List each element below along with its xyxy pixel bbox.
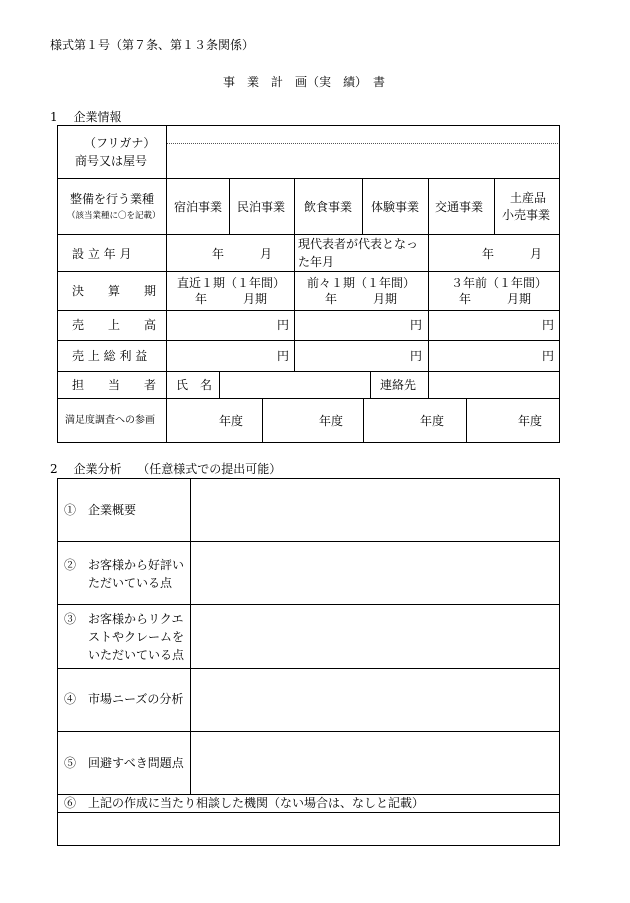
profit-input-1[interactable] (168, 341, 292, 370)
sales-input-1[interactable] (168, 311, 292, 339)
business-type-lodging[interactable]: 宿泊事業 (174, 200, 223, 214)
analysis-item-6-label: ⑥ 上記の作成に当たり相談した機関（ない場合は、なしと記載） (64, 796, 425, 810)
contact-input[interactable] (430, 372, 558, 397)
analysis-item-1-input[interactable] (192, 479, 558, 540)
analysis-item-3-label-3: いただいている点 (64, 648, 185, 662)
contact-label: 連絡先 (380, 378, 417, 392)
profit-input-2[interactable] (296, 341, 426, 370)
page-title: 事 業 計 画（実 績） 書 (223, 75, 386, 89)
gross-profit-label: 売 上 総 利 益 (72, 349, 148, 363)
trade-name-label: 商号又は屋号 (75, 154, 148, 168)
period-1-title: 直近１期（１年間） (177, 276, 286, 290)
profit-yen-1: 円 (277, 349, 290, 363)
analysis-item-4-input[interactable] (192, 669, 558, 730)
analysis-item-1-label: ① 企業概要 (64, 503, 137, 517)
analysis-item-3-label-1: ③ お客様からリクエ (64, 612, 184, 626)
settlement-label: 決 算 期 (72, 284, 157, 298)
profit-yen-3: 円 (542, 349, 555, 363)
business-type-transport[interactable]: 交通事業 (435, 200, 484, 214)
survey-year-2[interactable]: 年度 (319, 414, 344, 428)
sales-input-3[interactable] (430, 311, 558, 339)
period-2-title: 前々１期（１年間） (307, 276, 416, 290)
analysis-item-5-label: ⑤ 回避すべき問題点 (64, 756, 184, 770)
trade-name-input[interactable] (168, 145, 558, 177)
analysis-item-5-input[interactable] (192, 732, 558, 793)
analysis-item-4-label: ④ 市場ニーズの分析 (64, 692, 184, 706)
business-type-food[interactable]: 飲食事業 (304, 200, 353, 214)
analysis-item-2-label-1: ② お客様から好評い (64, 558, 185, 572)
rep-date-label-1: 現代表者が代表となっ (298, 237, 419, 251)
business-type-minpaku[interactable]: 民泊事業 (237, 200, 286, 214)
rep-date-label-2: た年月 (298, 255, 335, 269)
period-2-ym[interactable]: 年 月期 (325, 292, 398, 306)
survey-year-3[interactable]: 年度 (420, 414, 445, 428)
sales-yen-3: 円 (542, 318, 555, 332)
sales-yen-2: 円 (410, 318, 423, 332)
analysis-item-6-input[interactable] (59, 813, 558, 844)
analysis-item-3-label-2: ストやクレームを (64, 630, 185, 644)
sales-input-2[interactable] (296, 311, 426, 339)
business-type-label: 整備を行う業種 (70, 192, 155, 206)
period-3-ym[interactable]: 年 月期 (459, 292, 532, 306)
name-label: 氏 名 (176, 378, 213, 392)
period-1-ym[interactable]: 年 月期 (195, 292, 268, 306)
survey-label: 満足度調査への参画 (65, 415, 155, 426)
section1-heading: 1 企業情報 (50, 110, 122, 124)
establish-label: 設 立 年 月 (72, 247, 132, 261)
section2-heading: 2 企業分析 （任意様式での提出可能） (50, 462, 282, 476)
survey-year-1[interactable]: 年度 (219, 414, 244, 428)
form-number: 様式第１号（第７条、第１３条関係） (50, 38, 255, 52)
business-type-experience[interactable]: 体験事業 (371, 200, 420, 214)
furigana-label: （フリガナ） (84, 136, 156, 150)
contact-person-label: 担 当 者 (72, 378, 157, 392)
profit-input-3[interactable] (430, 341, 558, 370)
business-type-souvenir[interactable]: 土産品 (510, 191, 547, 205)
period-3-title: ３年前（１年間） (451, 276, 548, 290)
analysis-item-2-input[interactable] (192, 542, 558, 603)
sales-yen-1: 円 (277, 318, 290, 332)
analysis-item-2-label-2: ただいている点 (64, 576, 173, 590)
sales-label: 売 上 高 (72, 318, 157, 332)
name-input[interactable] (221, 372, 369, 397)
profit-yen-2: 円 (410, 349, 423, 363)
business-type-note: （該当業種に〇を記載） (67, 211, 161, 221)
analysis-item-3-input[interactable] (192, 605, 558, 667)
rep-year-month[interactable]: 年 月 (482, 247, 543, 261)
business-type-retail[interactable]: 小売事業 (502, 208, 551, 222)
furigana-input[interactable] (168, 126, 558, 142)
survey-year-4[interactable]: 年度 (518, 414, 543, 428)
establish-year-month[interactable]: 年 月 (212, 247, 273, 261)
